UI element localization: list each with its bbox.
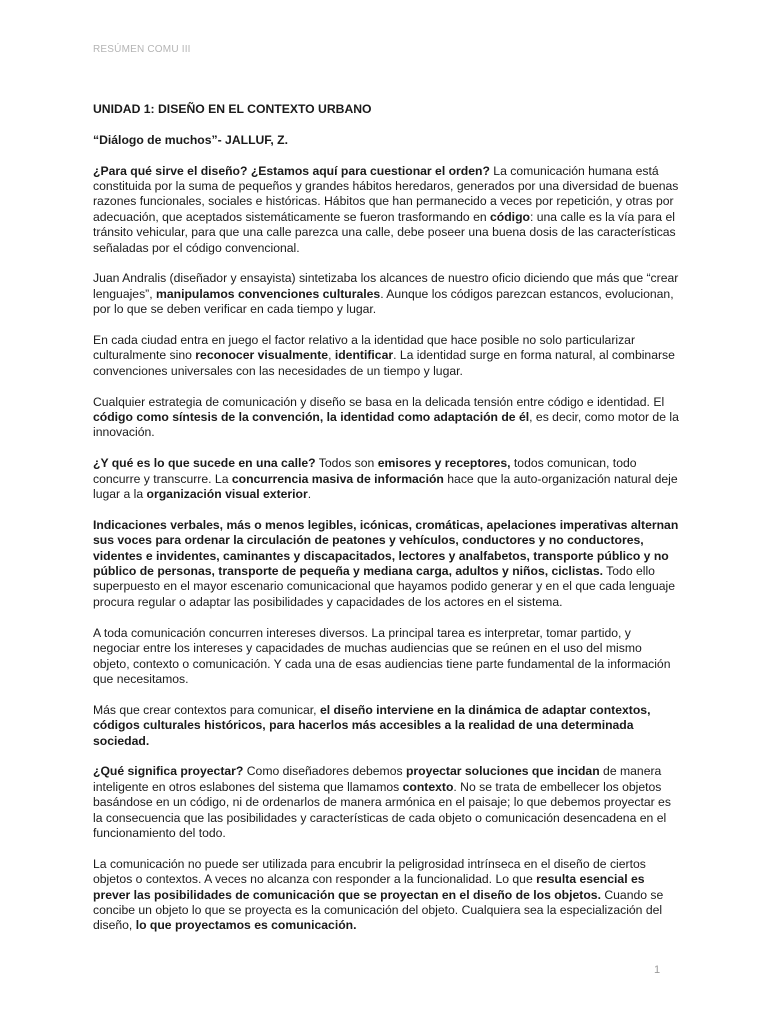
text-run: Todos son	[315, 456, 378, 471]
bold-text: contexto	[402, 779, 454, 794]
text-run: ,	[328, 348, 335, 363]
text-run: A toda comunicación concurren intereses diversos. La principal tarea es interpretar, tomar partido, y negociar entre los intereses y capacidades de muchas audiencias que se reúnen en el uso del mismo objeto, contexto o comunicación. Y cada una de esas audiencias tiene parte fundamental de la información que necesitamos.	[93, 625, 671, 686]
bold-text: identificar	[334, 348, 394, 363]
bold-text: emisores y receptores,	[377, 456, 511, 471]
bold-text: proyectar soluciones que incidan	[405, 764, 600, 779]
bold-text: reconocer visualmente	[195, 348, 329, 363]
paragraph	[93, 456, 679, 502]
bold-text: ¿Y qué es lo que sucede en una calle?	[93, 456, 316, 471]
unit-title: UNIDAD 1: DISEÑO EN EL CONTEXTO URBANO	[93, 102, 372, 116]
text-run: todos comunican, todo concurre y transcurre. La	[93, 456, 637, 486]
text-run: La comunicación humana está constituida por la suma de pequeños y grandes hábitos heredaros, generados por una diversidad de buenas razones funcionales, sociales e históricas. Hábitos que han permanecido a veces por repetición, y otras por adecuación, que aceptados sistemáticamente se fueron trasformando en	[93, 163, 679, 224]
text-run: hace que la auto-organización natural deje lugar a la	[93, 471, 678, 502]
bold-text: código	[490, 209, 530, 224]
paragraph	[93, 626, 679, 688]
paragraph	[93, 271, 679, 317]
paragraph	[93, 857, 679, 934]
text-run: de manera inteligente en otros eslabones del sistema que llamamos	[93, 764, 662, 794]
paragraph	[93, 703, 679, 749]
bold-text: manipulamos convenciones culturales	[156, 286, 381, 301]
page-number: 1	[654, 964, 661, 976]
text-run: . Aunque los códigos parezcan estancos, evolucionan, por lo que se deben verificar en cada tiempo y lugar.	[93, 286, 674, 317]
paragraph	[93, 518, 679, 610]
bold-text: Indicaciones verbales, más o menos legibles, icónicas, cromáticas, apelaciones imperativas alternan sus voces para ordenar la circulación de peatones y vehículos, conductores y no conductores, videntes e invidentes, caminantes y discapacitados, lectores y analfabetos, transporte público y no público de personas, transporte de pequeña y mediana carga, adultos y niños, ciclistas.	[93, 517, 679, 579]
text-run: Todo ello superpuesto en el mayor escenario comunicacional que hayamos podido generar y en el que cada lenguaje procura regular o adaptar las posibilidades y capacidades de los actores en el sistema.	[93, 564, 675, 609]
text-run: .	[307, 487, 312, 502]
text-run: Cualquier estrategia de comunicación y diseño se basa en la delicada tensión entre código e identidad. El	[93, 394, 665, 409]
text-run: En cada ciudad entra en juego el factor relativo a la identidad que hace posible no solo particularizar culturalmente sino	[93, 333, 636, 363]
bold-text: el diseño interviene en la dinámica de adaptar contextos, códigos culturales históricos, para hacerlos más accesibles a la realidad de una determinada sociedad.	[93, 702, 651, 748]
paragraph-list	[93, 164, 679, 934]
text-run: . La identidad surge en forma natural, al combinarse convenciones universales con las necesidades de un tiempo y lugar.	[93, 348, 675, 378]
paragraph	[93, 395, 679, 441]
text-run: , es decir, como motor de la innovación.	[93, 410, 679, 440]
paragraph	[93, 764, 679, 841]
bold-text: ¿Para qué sirve el diseño? ¿Estamos aquí para cuestionar el orden?	[93, 163, 490, 178]
reading-title: “Diálogo de muchos”- JALLUF, Z.	[93, 132, 289, 147]
paragraph	[93, 164, 679, 256]
text-run: Cuando se concibe un objeto lo que se proyecta es la comunicación del objeto. Cualquiera sea la especialización del diseño,	[93, 887, 664, 933]
text-run: . No se trata de embellecer los objetos basándose en un código, ni de ordenarlos de manera armónica en el paisaje; lo que debemos proyectar es la consecuencia que las posibilidades y características de cada objeto o comunicación desencadena en el funcionamiento del todo.	[93, 779, 671, 840]
paragraph	[93, 333, 679, 379]
bold-text: organización visual exterior	[146, 487, 308, 502]
bold-text: lo que proyectamos es comunicación.	[135, 918, 357, 933]
bold-text: concurrencia masiva de información	[231, 471, 444, 486]
page-header: RESÚMEN COMU III	[93, 44, 191, 55]
bold-text: ¿Qué significa proyectar?	[93, 764, 244, 779]
bold-text: código como síntesis de la convención, la identidad como adaptación de él	[93, 410, 530, 425]
bold-text: resulta esencial es prever las posibilidades de comunicación que se proyectan en el diseño de los objetos.	[93, 872, 645, 902]
document-body	[93, 102, 679, 949]
text-run: : una calle es la vía para el tránsito vehicular, para que una calle parezca una calle, debe poseer una buena dosis de las características señaladas por el código convencional.	[93, 209, 676, 255]
text-run: Como diseñadores debemos	[243, 764, 406, 779]
text-run: Juan Andralis (diseñador y ensayista) sintetizaba los alcances de nuestro oficio diciendo que más que “crear lenguajes”,	[93, 271, 679, 301]
text-run: La comunicación no puede ser utilizada para encubrir la peligrosidad intrínseca en el diseño de ciertos objetos o contextos. A veces no alcanza con responder a la funcionalidad. Lo que	[93, 856, 646, 887]
text-run: Más que crear contextos para comunicar,	[93, 702, 320, 717]
